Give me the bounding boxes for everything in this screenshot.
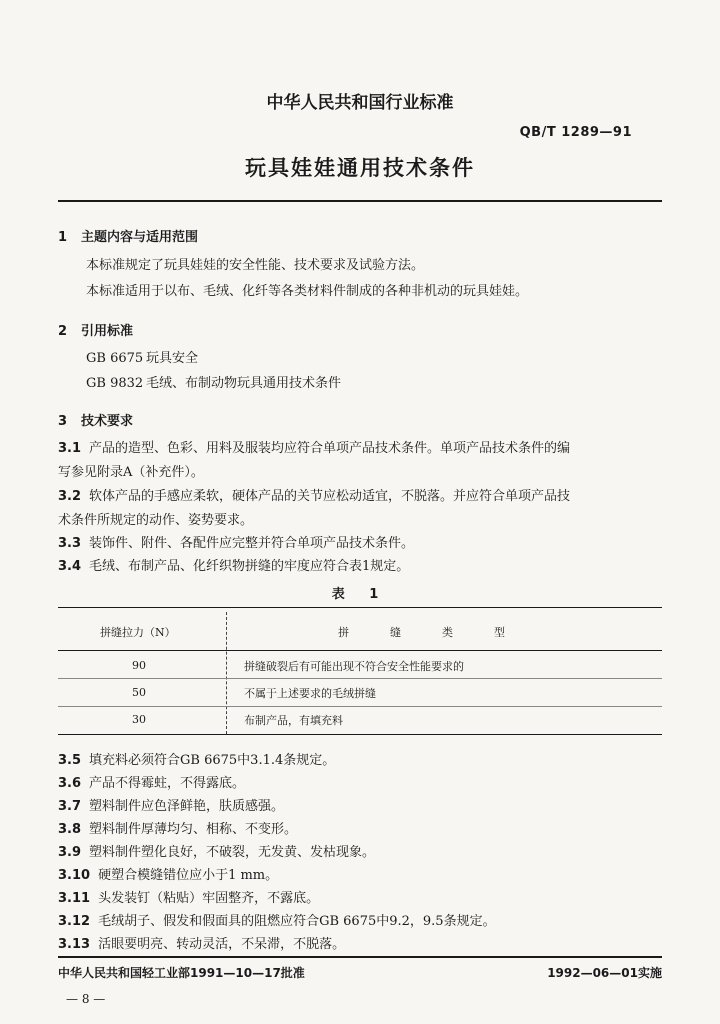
issuer-title: 中华人民共和国行业标准 (266, 93, 454, 113)
section-1-heading (58, 226, 198, 245)
clause-3-9 (58, 841, 375, 860)
header-rule (58, 200, 662, 202)
reference-code: GB 6675 (86, 351, 144, 366)
implementation-date: 1992—06—01实施 (547, 966, 662, 980)
table-cell-type: 拼缝破裂后有可能出现不符合安全性能要求的 (244, 660, 464, 673)
clause-text: 毛绒胡子、假发和假面具的阻燃应符合GB 6675中9.2，9.5条规定。 (98, 914, 496, 929)
approval-line: 中华人民共和国轻工业部1991—10—17批准 (58, 966, 305, 980)
clause-3-3 (58, 532, 414, 551)
clause-3-12 (58, 910, 496, 929)
clause-3-4 (58, 555, 409, 574)
clause-number: 3.8 (58, 822, 82, 837)
footer-rule (58, 956, 662, 958)
clause-text: 塑料制件厚薄均匀、相称、不变形。 (89, 822, 298, 837)
table-cell-type: 布制产品，有填充料 (244, 714, 343, 727)
clause-number: 3.6 (58, 776, 82, 791)
clause-number: 3.11 (58, 891, 91, 906)
table-bottom-rule (58, 734, 662, 735)
clause-3-11 (58, 887, 319, 906)
section-3-heading (58, 410, 133, 429)
clause-number: 3.13 (58, 937, 91, 952)
table-cell-force: 90 (132, 659, 146, 672)
table-cell-type: 不属于上述要求的毛绒拼缝 (244, 687, 376, 700)
clause-3-5 (58, 749, 335, 768)
clause-text: 产品的造型、色彩、用料及服装均应符合单项产品技术条件。单项产品技术条件的编 (89, 441, 571, 456)
clause-number: 3.4 (58, 559, 82, 574)
clause-3-10 (58, 864, 278, 883)
reference-name: 毛绒、布制动物玩具通用技术条件 (146, 376, 342, 391)
clause-number: 3.3 (58, 536, 82, 551)
table-header-force: 拼缝拉力（N） (100, 626, 176, 639)
section-number: 2 (58, 324, 68, 339)
section-2-heading (58, 320, 133, 339)
paragraph: 本标准规定了玩具娃娃的安全性能、技术要求及试验方法。 (86, 258, 425, 273)
page-number: — 8 — (66, 992, 106, 1006)
clause-3-7 (58, 795, 284, 814)
reference-name: 玩具安全 (146, 351, 199, 366)
document-title: 玩具娃娃通用技术条件 (245, 156, 475, 180)
reference-item (86, 372, 341, 391)
standard-number: QB/T 1289—91 (519, 125, 632, 140)
clause-number: 3.12 (58, 914, 91, 929)
clause-number: 3.2 (58, 489, 82, 504)
table-header-type: 拼 缝 类 型 (338, 626, 507, 639)
clause-text: 塑料制件应色泽鲜艳，肤质感强。 (89, 799, 285, 814)
clause-number: 3.10 (58, 868, 91, 883)
reference-item (86, 347, 198, 366)
clause-3-13 (58, 933, 345, 952)
table-row-rule (58, 678, 662, 679)
table-cell-force: 50 (132, 686, 146, 699)
clause-3-8 (58, 818, 297, 837)
clause-3-1-cont: 写参见附录A（补充件）。 (58, 465, 204, 480)
clause-text: 产品不得霉蛀，不得露底。 (89, 776, 246, 791)
table-cell-force: 30 (132, 713, 146, 726)
clause-number: 3.9 (58, 845, 82, 860)
clause-text: 装饰件、附件、各配件应完整并符合单项产品技术条件。 (89, 536, 415, 551)
clause-3-2-cont: 术条件所规定的动作、姿势要求。 (58, 513, 254, 528)
table-column-divider (226, 612, 227, 734)
clause-number: 3.7 (58, 799, 82, 814)
clause-text: 活眼要明亮、转动灵活，不呆滞，不脱落。 (98, 937, 346, 952)
section-title: 技术要求 (81, 414, 134, 429)
reference-code: GB 9832 (86, 376, 144, 391)
clause-text: 塑料制件塑化良好，不破裂，无发黄、发枯现象。 (89, 845, 376, 860)
section-number: 3 (58, 414, 68, 429)
clause-number: 3.1 (58, 441, 82, 456)
clause-text: 毛绒、布制产品、化纤织物拼缝的牢度应符合表1规定。 (89, 559, 410, 574)
clause-text: 填充料必须符合GB 6675中3.1.4条规定。 (89, 753, 336, 768)
section-title: 主题内容与适用范围 (81, 230, 199, 245)
clause-text: 硬塑合模缝错位应小于1 mm。 (98, 868, 279, 883)
clause-number: 3.5 (58, 753, 82, 768)
clause-3-1 (58, 437, 570, 456)
clause-3-6 (58, 772, 245, 791)
table-caption: 表 1 (331, 587, 389, 602)
clause-text: 软体产品的手感应柔软，硬体产品的关节应松动适宜，不脱落。并应符合单项产品技 (89, 489, 571, 504)
section-number: 1 (58, 230, 68, 245)
table-row-rule (58, 706, 662, 707)
clause-text: 头发装钉（粘贴）牢固整齐，不露底。 (98, 891, 320, 906)
clause-3-2 (58, 485, 570, 504)
table-header-rule (58, 650, 662, 651)
paragraph: 本标准适用于以布、毛绒、化纤等各类材料件制成的各种非机动的玩具娃娃。 (86, 284, 529, 299)
section-title: 引用标准 (81, 324, 134, 339)
table-top-rule (58, 607, 662, 608)
